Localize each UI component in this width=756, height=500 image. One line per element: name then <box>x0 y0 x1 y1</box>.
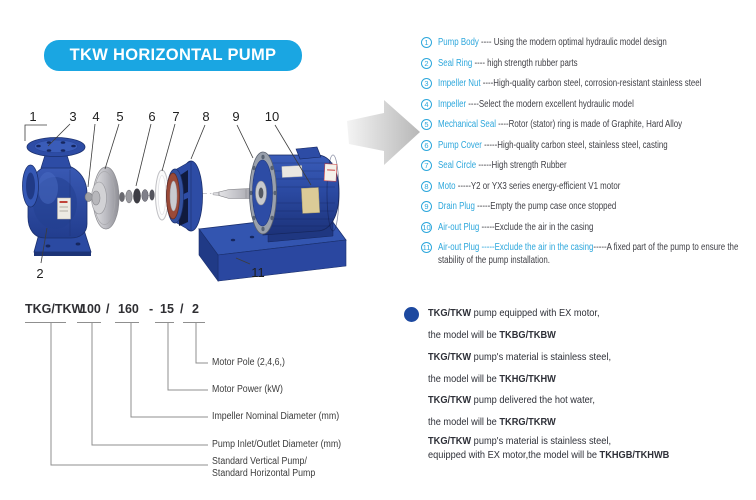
label-motor-power: Motor Power (kW) <box>212 384 283 395</box>
pump-cover <box>167 161 203 231</box>
variant-line: equipped with EX motor,the model will be TKHGB/TKHWB <box>428 449 670 461</box>
circled-number: 9 <box>421 201 432 212</box>
list-item: 8 Moto -----Y2 or YX3 series energy-efficient V1 motor <box>421 180 756 193</box>
list-item: 5 Mechanical Seal ----Rotor (stator) ring is made of Graphite, Hard Alloy <box>421 118 756 131</box>
part-number-8: 8 <box>202 109 210 124</box>
mechanical-seal <box>119 189 154 204</box>
part-number-4: 4 <box>92 109 100 124</box>
model-segment-impeller: 160 <box>118 302 139 316</box>
part-number-3: 3 <box>69 109 77 124</box>
variant-line: the model will be TKBG/TKBW <box>428 329 556 341</box>
list-item: 10 Air-out Plug -----Exclude the air in the casing <box>422 222 594 233</box>
impeller-nut <box>85 193 92 202</box>
list-item: 1 Pump Body ---- Using the modern optimal hydraulic model design <box>421 36 756 49</box>
list-item: 9 Drain Plug -----Empty the pump case once stopped <box>421 200 756 213</box>
impeller <box>92 167 120 229</box>
list-item: 3 Impeller Nut ----High-quality carbon steel, corrosion-resistant stainless steel <box>421 77 756 90</box>
label-standard-vertical: Standard Vertical Pump/ <box>212 456 307 467</box>
circled-number: 2 <box>421 58 432 69</box>
part-number-6: 6 <box>148 109 156 124</box>
list-item: 2 Seal Ring ---- high strength rubber parts <box>421 57 756 70</box>
label-inlet-outlet: Pump Inlet/Outlet Diameter (mm) <box>212 439 342 450</box>
pump-body <box>23 138 92 257</box>
variant-line: TKG/TKW pump equipped with EX motor, <box>428 307 600 319</box>
circled-number: 1 <box>421 37 432 48</box>
part-number-11: 11 <box>251 265 265 280</box>
variant-line: TKG/TKW pump's material is stainless steel, <box>428 435 612 447</box>
list-item: 7 Seal Circle -----High strength Rubber <box>421 159 756 172</box>
circled-number: 8 <box>421 181 432 192</box>
arrow-right-icon <box>347 100 420 165</box>
title-banner <box>44 40 302 71</box>
part-number-2: 2 <box>36 266 44 281</box>
model-segment-power: 15 <box>160 302 174 316</box>
part-number-10: 10 <box>264 109 280 124</box>
list-item: 11 Air-out Plug -----Exclude the air in the casing-----A fixed part of the pump to ensure the stability of the pump installation. <box>422 242 739 266</box>
part-number-9: 9 <box>232 109 240 124</box>
variant-line: the model will be TKHG/TKHW <box>428 373 556 385</box>
variant-line: the model will be TKRG/TKRW <box>428 416 556 428</box>
list-item: 6 Pump Cover -----High-quality carbon steel, stainless steel, casting <box>421 139 756 152</box>
label-standard-horizontal: Standard Horizontal Pump <box>212 468 316 479</box>
circled-number: 7 <box>421 160 432 171</box>
part-number-1: 1 <box>29 109 37 124</box>
variant-line: TKG/TKW pump's material is stainless steel, <box>428 351 612 363</box>
circled-number: 3 <box>421 78 432 89</box>
bullet-dot-icon <box>404 307 419 322</box>
circled-number: 5 <box>421 119 432 130</box>
label-motor-pole: Motor Pole (2,4,6,) <box>212 357 285 368</box>
motor <box>249 147 339 235</box>
circled-number: 4 <box>421 99 432 110</box>
circled-number: 6 <box>421 140 432 151</box>
model-segment-series: TKG/TKW <box>25 302 84 316</box>
variant-line: TKG/TKW pump delivered the hot water, <box>428 394 595 406</box>
part-number-7: 7 <box>172 109 180 124</box>
part-number-5: 5 <box>116 109 124 124</box>
model-segment-pole: 2 <box>192 302 199 316</box>
model-segment-dash: - <box>149 302 154 316</box>
model-segment-inlet: 100 <box>80 302 101 316</box>
pump-exploded-diagram <box>0 95 430 295</box>
model-segment-slash1: / <box>106 302 110 316</box>
list-item: 4 Impeller ----Select the modern excellent hydraulic model <box>421 98 756 111</box>
circled-number: 11 <box>422 243 431 252</box>
page-title: TKW HORIZONTAL PUMP <box>69 46 277 64</box>
circled-number: 10 <box>422 223 431 232</box>
label-impeller-diameter: Impeller Nominal Diameter (mm) <box>212 411 340 422</box>
model-segment-slash2: / <box>180 302 184 316</box>
